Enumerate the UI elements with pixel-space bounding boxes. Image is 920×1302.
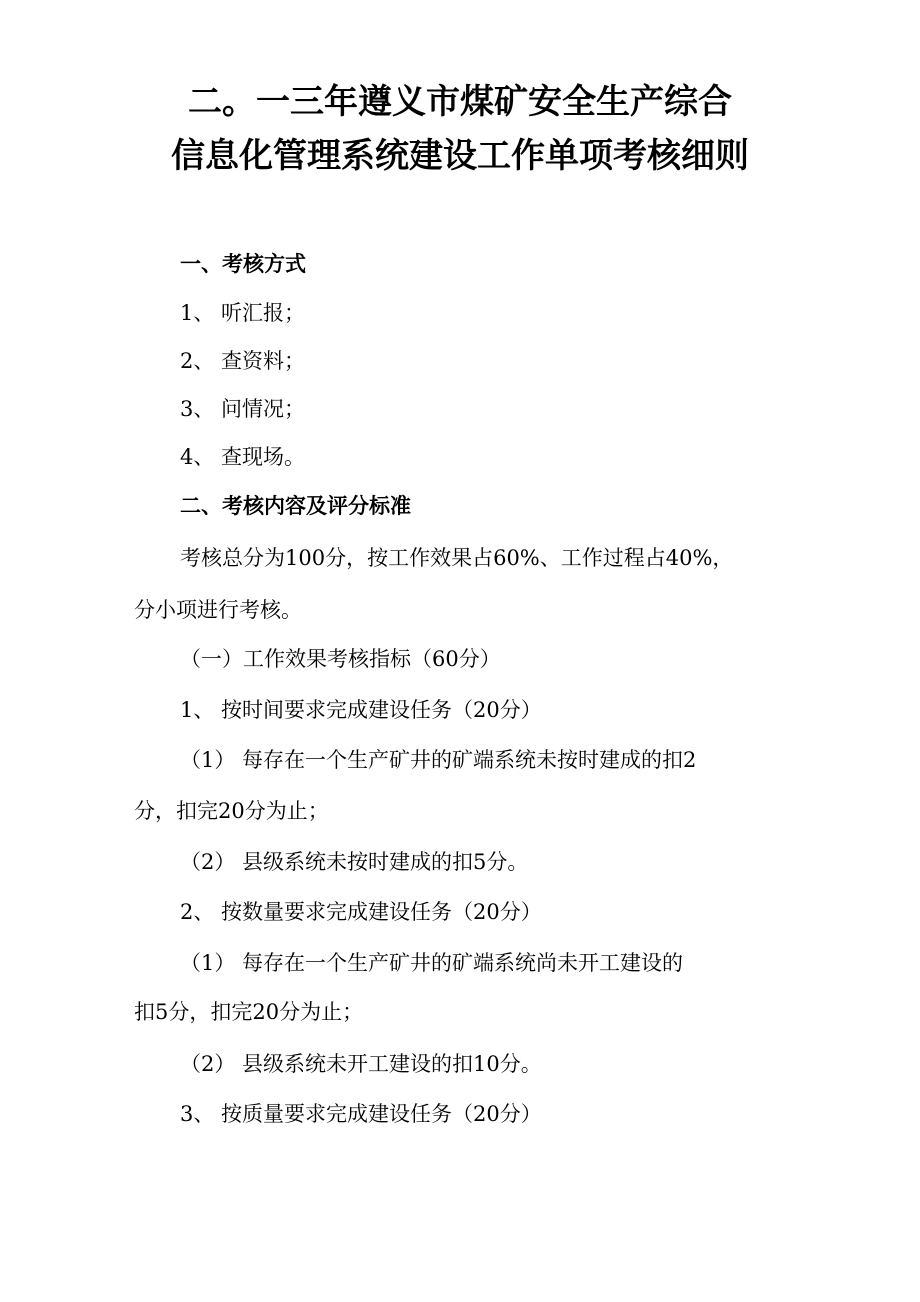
document-title-line-2: 信息化管理系统建设工作单项考核细则 (171, 136, 749, 176)
method-item-2: 2、 查资料； (180, 349, 306, 373)
item-3-title: 3、 按质量要求完成建设任务（20分） (180, 1102, 542, 1126)
item-1-title: 1、 按时间要求完成建设任务（20分） (180, 698, 542, 722)
intro-paragraph-line-2: 分小项进行考核。 (134, 598, 302, 622)
document-title-line-1: 二。一三年遵义市煤矿安全生产综合 (188, 82, 732, 122)
method-item-4: 4、 查现场。 (180, 445, 306, 469)
item-1-clause-2: （2） 县级系统未按时建成的扣5分。 (180, 850, 529, 874)
item-2-title: 2、 按数量要求完成建设任务（20分） (180, 900, 542, 924)
intro-paragraph-line-1: 考核总分为100分，按工作效果占60%、工作过程占40%， (180, 546, 734, 570)
item-2-clause-1-line-2: 扣5分，扣完20分为止； (134, 1000, 364, 1024)
item-1-clause-1-line-2: 分，扣完20分为止； (134, 799, 329, 823)
item-2-clause-1-line-1: （1） 每存在一个生产矿井的矿端系统尚未开工建设的 (180, 951, 684, 975)
item-1-clause-1-line-1: （1） 每存在一个生产矿井的矿端系统未按时建成的扣2 (180, 748, 697, 772)
subsection-heading-effect-indicators: （一）工作效果考核指标（60分） (180, 647, 501, 671)
method-item-3: 3、 问情况； (180, 397, 306, 421)
section-heading-assessment-method: 一、考核方式 (180, 252, 306, 276)
method-item-1: 1、 听汇报； (180, 301, 306, 325)
section-heading-content-standards: 二、考核内容及评分标准 (180, 494, 411, 518)
item-2-clause-2: （2） 县级系统未开工建设的扣10分。 (180, 1052, 542, 1076)
